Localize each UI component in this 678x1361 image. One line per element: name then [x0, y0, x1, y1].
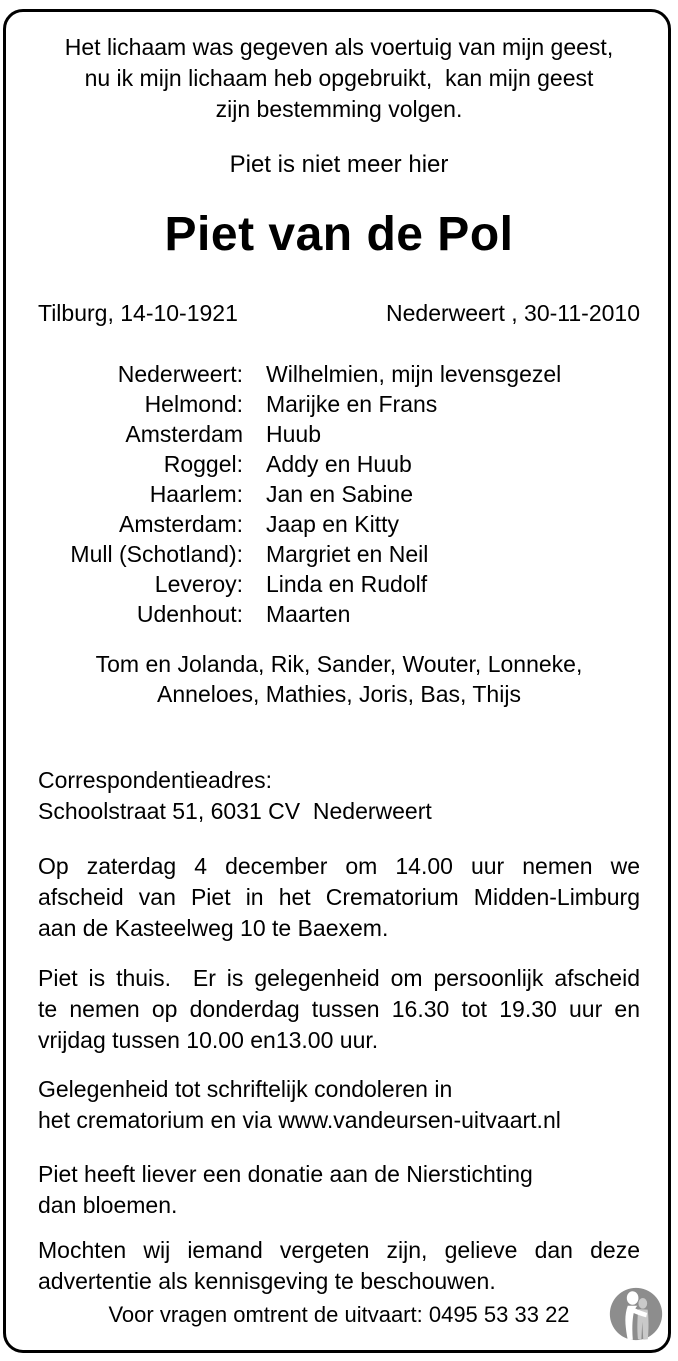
- family-names: Maarten: [266, 601, 351, 627]
- family-names: Jaap en Kitty: [266, 511, 399, 537]
- family-names: Linda en Rudolf: [266, 571, 428, 597]
- death-place-date: Nederweert , 30-11-2010: [386, 300, 640, 326]
- correspondence-address: Schoolstraat 51, 6031 CV Nederweert: [38, 798, 432, 824]
- ceremony-line: Op zaterdag 4 december om 14.00 uur nemen we: [38, 853, 640, 879]
- visiting-line: Piet is thuis. Er is gelegenheid om persoonlijk afscheid: [38, 965, 640, 991]
- deceased-name: Piet van de Pol: [164, 208, 514, 261]
- intro-verse-line: zijn bestemming volgen.: [215, 96, 463, 122]
- condolence-line: Gelegenheid tot schriftelijk condoleren in: [38, 1076, 453, 1102]
- ceremony-line: aan de Kasteelweg 10 te Baexem.: [38, 915, 389, 941]
- contact-footer: Voor vragen omtrent de uitvaart: 0495 53 33 22: [108, 1302, 570, 1327]
- family-place: Udenhout:: [136, 601, 243, 627]
- apology-line: advertentie als kennisgeving te beschouwen.: [38, 1268, 496, 1294]
- family-names: Margriet en Neil: [266, 541, 429, 567]
- family-names: Wilhelmien, mijn levensgezel: [266, 361, 562, 387]
- subtitle: Piet is niet meer hier: [229, 151, 449, 178]
- family-place: Mull (Schotland):: [70, 541, 243, 567]
- grandchildren-line: Anneloes, Mathies, Joris, Bas, Thijs: [157, 681, 521, 707]
- birth-place-date: Tilburg, 14-10-1921: [38, 300, 238, 326]
- visiting-paragraph: [38, 963, 640, 1056]
- visiting-line: vrijdag tussen 10.00 en13.00 uur.: [38, 1027, 379, 1053]
- life-dates: [38, 298, 640, 329]
- correspondence-block: [38, 765, 640, 827]
- obituary-card: [3, 9, 671, 1353]
- donation-paragraph: [38, 1159, 640, 1221]
- family-names: Marijke en Frans: [266, 391, 438, 417]
- intro-verse-line: Het lichaam was gegeven als voertuig van mijn geest,: [64, 34, 614, 60]
- visiting-line: te nemen op donderdag tussen 16.30 tot 19.30 uur en: [38, 996, 640, 1022]
- family-place: Roggel:: [163, 451, 243, 477]
- family-place: Helmond:: [144, 391, 243, 417]
- apology-paragraph: [38, 1235, 640, 1297]
- condolence-paragraph: [38, 1074, 640, 1136]
- correspondence-label: Correspondentieadres:: [38, 767, 272, 793]
- donation-line: Piet heeft liever een donatie aan de Nierstichting: [38, 1161, 533, 1187]
- intro-verse-line: nu ik mijn lichaam heb opgebruikt, kan mijn geest: [84, 65, 594, 91]
- family-list: [38, 359, 640, 629]
- family-names: Jan en Sabine: [266, 481, 414, 507]
- family-names: Huub: [266, 421, 321, 447]
- family-place: Haarlem:: [149, 481, 243, 507]
- family-place: Leveroy:: [154, 571, 243, 597]
- grandchildren-line: Tom en Jolanda, Rik, Sander, Wouter, Lonneke,: [95, 651, 583, 677]
- ceremony-paragraph: [38, 851, 640, 944]
- family-names: Addy en Huub: [266, 451, 412, 477]
- family-place: Nederweert:: [117, 361, 243, 387]
- funeral-home-logo-icon: [605, 1283, 667, 1345]
- intro-verse: [38, 32, 640, 125]
- family-place: Amsterdam:: [119, 511, 243, 537]
- grandchildren-names: [38, 649, 640, 709]
- family-place: Amsterdam: [125, 421, 243, 447]
- donation-line: dan bloemen.: [38, 1192, 178, 1218]
- apology-line: Mochten wij iemand vergeten zijn, gelieve dan deze: [38, 1237, 640, 1263]
- condolence-line: het crematorium en via www.vandeursen-uitvaart.nl: [38, 1107, 561, 1133]
- ceremony-line: afscheid van Piet in het Crematorium Midden-Limburg: [38, 884, 640, 910]
